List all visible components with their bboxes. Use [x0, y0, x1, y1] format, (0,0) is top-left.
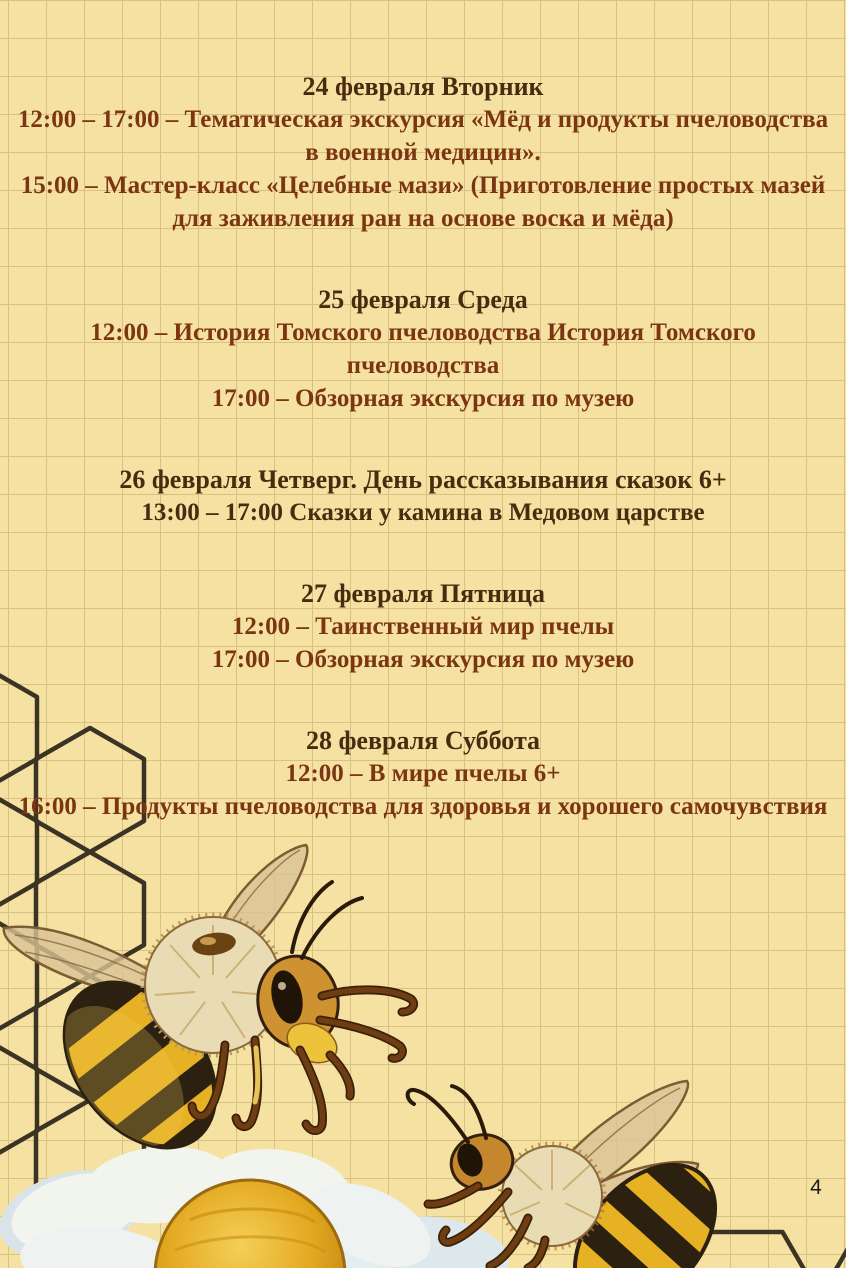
bee-eye	[453, 1140, 487, 1180]
bee-thorax	[143, 915, 283, 1055]
event-line: 12:00 – В мире пчелы 6+	[285, 760, 561, 787]
daisy-center	[155, 1180, 345, 1268]
event-entry	[0, 757, 846, 790]
daisy-flower	[0, 1141, 514, 1268]
bee-antenna-icon	[302, 898, 362, 958]
section-heading: 28 февраля Суббота	[305, 726, 541, 755]
section-heading: 25 февраля Среда	[318, 285, 528, 314]
event-entry	[0, 316, 846, 382]
bee-head	[251, 950, 346, 1071]
event-line: 17:00 – Обзорная экскурсия по музею	[211, 646, 635, 673]
small-bee-illustration	[408, 1081, 765, 1268]
bee-abdomen	[17, 939, 263, 1190]
bee-antenna-icon	[408, 1090, 468, 1142]
event-line: в военной медицин».	[305, 139, 541, 166]
honeycomb-pattern-right	[670, 1232, 846, 1268]
event-line: 17:00 – Обзорная экскурсия по музею	[211, 385, 635, 412]
event-entry	[0, 643, 846, 676]
bee-legs	[428, 1186, 545, 1268]
section-heading: 24 февраля Вторник	[302, 72, 544, 101]
event-entry	[0, 610, 846, 643]
event-entry	[0, 790, 846, 823]
section-heading: 26 февраля Четверг. День рассказывания сказок 6+	[119, 465, 727, 494]
event-line: 16:00 – Продукты пчеловодства для здоровья и хорошего самочувствия	[18, 793, 828, 820]
section-heading: 27 февраля Пятница	[301, 579, 545, 608]
bee-antenna-icon	[452, 1086, 486, 1138]
bee-legs	[192, 990, 414, 1131]
event-line: 13:00 – 17:00 Сказки у камина в Медовом царстве	[141, 499, 705, 526]
schedule-section-feb28	[0, 724, 846, 823]
event-entry	[0, 169, 846, 235]
bee-wing-icon	[562, 1081, 688, 1186]
schedule-section-feb27	[0, 577, 846, 676]
bee-antenna-icon	[292, 882, 332, 952]
bee-wing-icon	[588, 1162, 698, 1202]
event-entry	[0, 496, 846, 529]
page-number: 4	[810, 1176, 822, 1199]
event-entry	[0, 382, 846, 415]
event-line: пчеловодства	[346, 352, 500, 379]
bee-head	[445, 1128, 519, 1196]
schedule-section-feb25	[0, 283, 846, 415]
bee-wing-icon	[4, 927, 180, 996]
bee-eye	[267, 967, 308, 1026]
event-line: 12:00 – 17:00 – Тематическая экскурсия «Мёд и продукты пчеловодства	[17, 106, 829, 133]
bee-abdomen	[532, 1125, 765, 1268]
bee-thorax	[502, 1146, 602, 1246]
schedule-section-feb24	[0, 70, 846, 235]
event-line: 12:00 – Таинственный мир пчелы	[231, 613, 615, 640]
event-line: 12:00 – История Томского пчеловодства История Томского	[90, 319, 756, 346]
schedule-section-feb26	[0, 463, 846, 529]
event-line: для заживления ран на основе воска и мёда)	[172, 205, 674, 232]
event-entry	[0, 103, 846, 169]
large-bee-illustration	[4, 845, 414, 1191]
event-line: 15:00 – Мастер-класс «Целебные мази» (Приготовление простых мазей	[20, 172, 826, 199]
